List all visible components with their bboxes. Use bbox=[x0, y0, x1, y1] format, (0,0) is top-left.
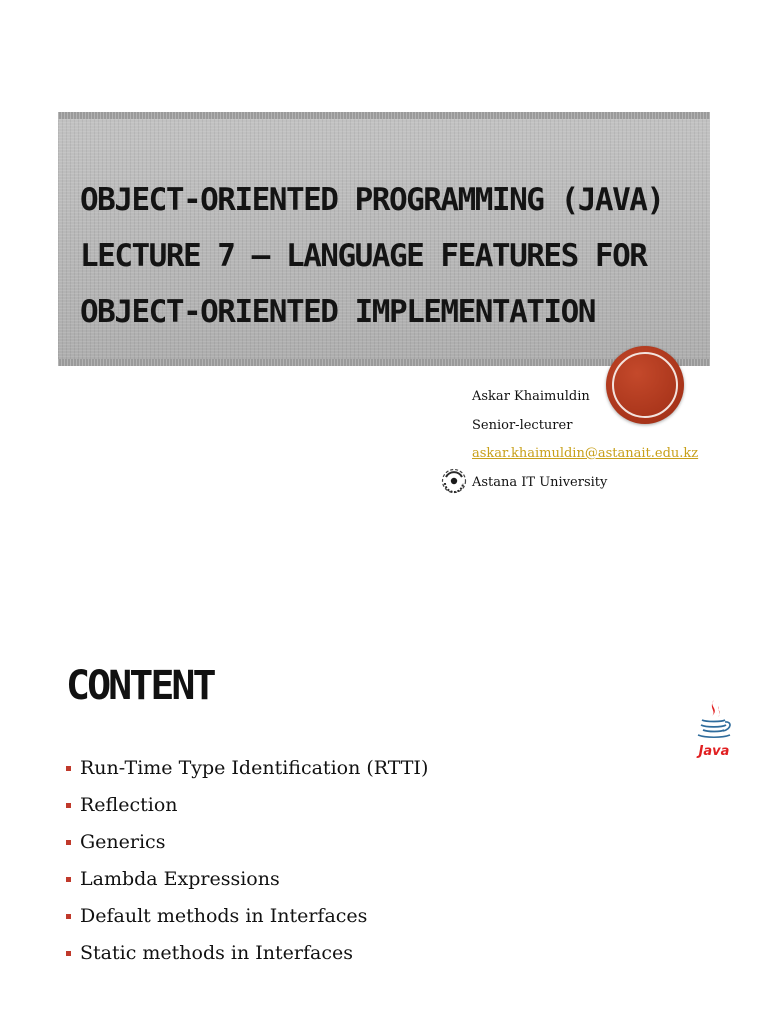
title-band-top-edge bbox=[58, 112, 710, 119]
content-title: CONTENT bbox=[66, 663, 214, 709]
square-bullet-icon bbox=[66, 914, 71, 919]
author-email-link[interactable]: askar.khaimuldin@astanait.edu.kz bbox=[472, 446, 699, 461]
square-bullet-icon bbox=[66, 766, 71, 771]
list-item bbox=[66, 750, 428, 787]
java-logo-text: Java bbox=[698, 744, 730, 759]
author-block bbox=[472, 383, 698, 497]
list-item bbox=[66, 935, 428, 972]
bullet-text: Lambda Expressions bbox=[80, 868, 280, 890]
square-bullet-icon bbox=[66, 840, 71, 845]
university-name: Astana IT University bbox=[472, 474, 608, 490]
java-logo-icon bbox=[692, 698, 736, 760]
list-item bbox=[66, 824, 428, 861]
bullet-text: Generics bbox=[80, 831, 166, 853]
author-position: Senior-lecturer bbox=[472, 417, 573, 433]
list-item bbox=[66, 861, 428, 898]
list-item bbox=[66, 898, 428, 935]
bullet-text: Run-Time Type Identification (RTTI) bbox=[80, 757, 429, 779]
square-bullet-icon bbox=[66, 951, 71, 956]
slide-title bbox=[80, 172, 680, 340]
bullet-text: Default methods in Interfaces bbox=[80, 905, 368, 927]
slide-title-line-1: OBJECT-ORIENTED PROGRAMMING (JAVA) bbox=[80, 182, 664, 218]
author-name: Askar Khaimuldin bbox=[472, 389, 590, 404]
bullet-text: Reflection bbox=[80, 794, 178, 816]
content-slide bbox=[0, 512, 768, 1024]
list-item bbox=[66, 787, 428, 824]
slide-title-line-2: LECTURE 7 – LANGUAGE FEATURES FOR bbox=[80, 238, 647, 274]
square-bullet-icon bbox=[66, 803, 71, 808]
content-bullet-list bbox=[66, 750, 428, 972]
slide-title-line-3: OBJECT-ORIENTED IMPLEMENTATION bbox=[80, 294, 595, 330]
square-bullet-icon bbox=[66, 877, 71, 882]
bullet-text: Static methods in Interfaces bbox=[80, 942, 353, 964]
astana-it-university-logo-icon bbox=[441, 468, 467, 494]
